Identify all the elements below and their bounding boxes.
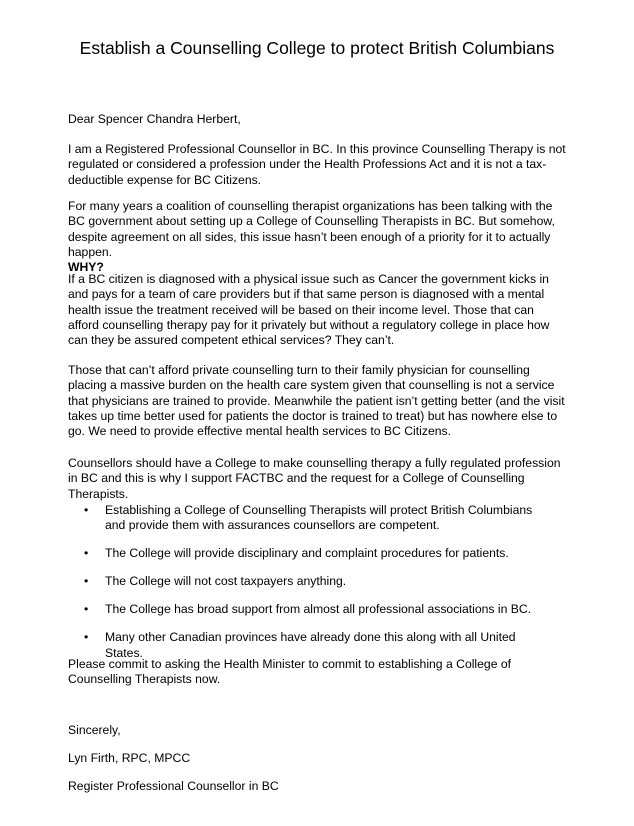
bullet-icon: • [84, 602, 89, 617]
list-item-text: The College will provide disciplinary and complaint procedures for patients. [105, 546, 509, 561]
paragraph-coalition-text: For many years a coalition of counselling therapist organizations has been talking with the BC government about setting up a College of Counselling Therapists in BC. But somehow, despite agreement on all sides, this issue hasn’t been enough of a priority for it to actually happen. [68, 199, 555, 259]
list-item-text: The College will not cost taxpayers anything. [105, 574, 347, 589]
list-item [84, 546, 554, 561]
list-item [84, 602, 554, 617]
paragraph-support-factbc: Counsellors should have a College to make counselling therapy a fully regulated profession in BC and this is why I support FACTBC and the request for a College of Counselling Therapists. [68, 456, 561, 501]
greeting: Dear Spencer Chandra Herbert, [68, 112, 241, 126]
bullet-icon: • [84, 574, 89, 589]
benefits-list [84, 503, 554, 674]
signature-name: Lyn Firth, RPC, MPCC [68, 751, 191, 765]
bullet-icon: • [84, 630, 89, 645]
list-item-text: The College has broad support from almost all professional associations in BC. [105, 602, 532, 617]
list-item [84, 574, 554, 589]
page-title: Establish a Counselling College to protect British Columbians [79, 38, 555, 58]
signature-title: Register Professional Counsellor in BC [68, 779, 279, 793]
paragraph-physical-vs-mental: If a BC citizen is diagnosed with a physical issue such as Cancer the government kicks in and pays for a team of care providers but if that same person is diagnosed with a mental health issue the treatment received will be based on their income level. Those that can afford counselling therapy pay for it privately but without a regulatory college in place how can they be assured competent ethical services? They can’t. [68, 272, 550, 348]
paragraph-request: Please commit to asking the Health Minister to commit to establishing a College of Counselling Therapists now. [68, 657, 512, 687]
list-item-text: Establishing a College of Counselling Therapists will protect British Columbians and provide them with assurances counsellors are competent. [105, 503, 533, 533]
why-emphasis: WHY? [68, 260, 104, 275]
list-item [84, 503, 554, 534]
paragraph-physician-burden: Those that can’t afford private counselling turn to their family physician for counselling placing a massive burden on the health care system given that counselling is not a service that physicians are trained to provide. Meanwhile the patient isn’t getting better (and the visit takes up time better used for patients the doctor is trained to treat) but has nowhere else to go. We need to provide effective mental health services to BC Citizens. [68, 363, 565, 439]
closing: Sincerely, [68, 723, 121, 737]
bullet-icon: • [84, 546, 89, 561]
paragraph-coalition [68, 199, 568, 275]
bullet-icon: • [84, 503, 89, 517]
list-item-text: Many other Canadian provinces have already done this along with all United States. [105, 630, 516, 660]
paragraph-intro: I am a Registered Professional Counsellor in BC. In this province Counselling Therapy is not regulated or considered a profession under the Health Professions Act and it is not a tax-deductible expense for BC Citizens. [68, 142, 566, 187]
